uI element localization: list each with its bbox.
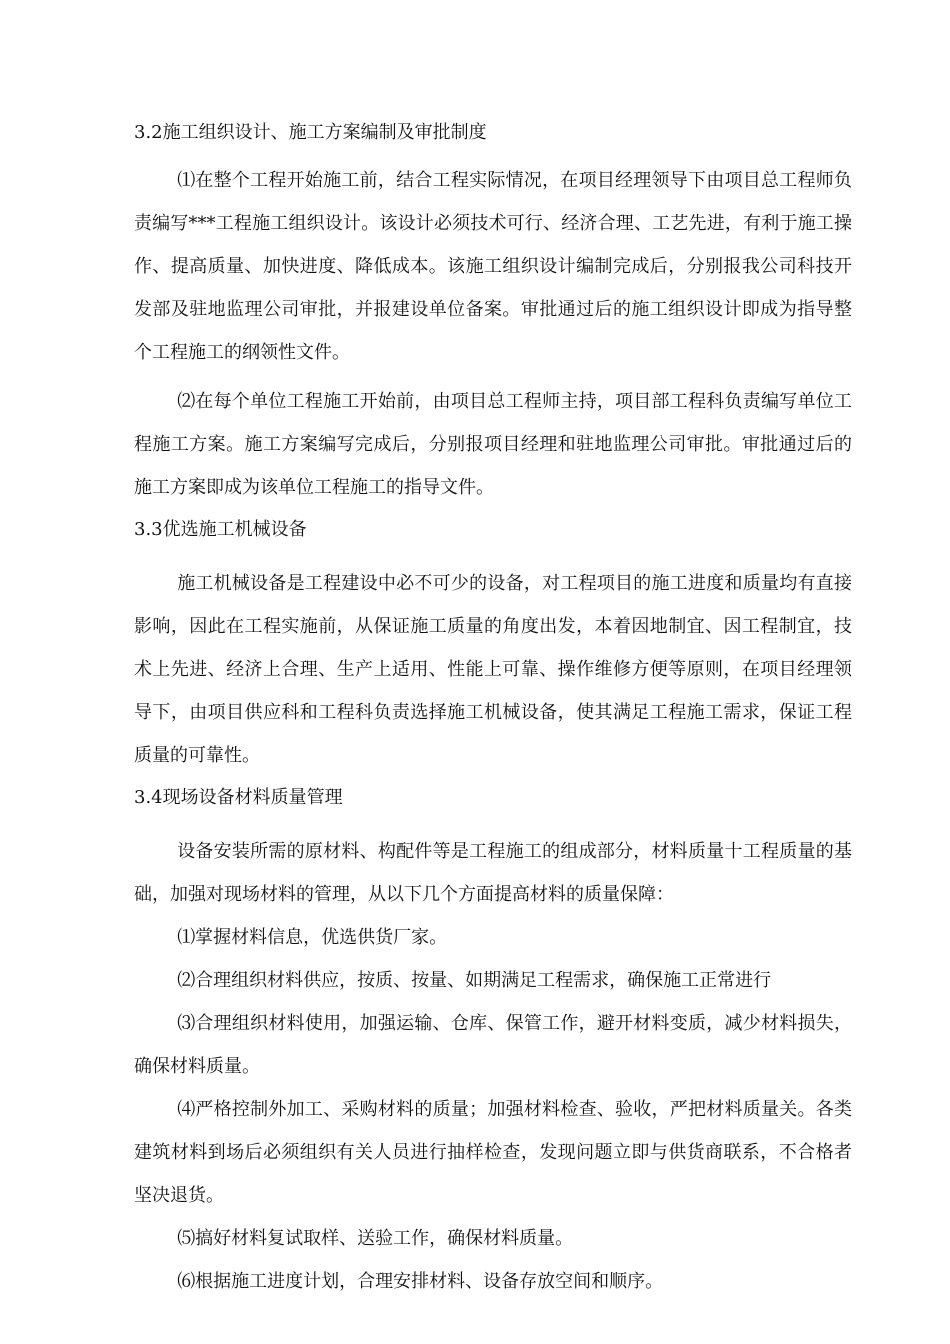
document-body [134, 112, 852, 1303]
paragraph-3-4-item-2: ⑵合理组织材料供应，按质、按量、如期满足工程需求，确保施工正常进行 [177, 970, 772, 991]
paragraph-3-2-2: ⑵在每个单位工程施工开始前，由项目总工程师主持，项目部工程科负责编写单位工程施工方案。施工方案编写完成后，分别报项目经理和驻地监理公司审批。审批通过后的施工方案即成为该单位工程施工的指导文件。 [134, 391, 852, 498]
section-heading-3-3: 3.3优选施工机械设备 [134, 519, 307, 540]
section-heading-3-4: 3.4现场设备材料质量管理 [134, 787, 343, 808]
paragraph-3-4-item-5: ⑸搞好材料复试取样、送验工作，确保材料质量。 [177, 1228, 574, 1249]
paragraph-3-4-item-1: ⑴掌握材料信息，优选供货厂家。 [177, 927, 448, 948]
paragraph-3-4-item-4: ⑷严格控制外加工、采购材料的质量；加强材料检查、验收，严把材料质量关。各类建筑材料到场后必须组织有关人员进行抽样检查，发现问题立即与供货商联系，不合格者坚决退货。 [134, 1099, 852, 1206]
paragraph-3-2-1: ⑴在整个工程开始施工前，结合工程实际情况，在项目经理领导下由项目总工程师负责编写***工程施工组织设计。该设计必须技术可行、经济合理、工艺先进，有利于施工操作、提高质量、加快进度、降低成本。该施工组织设计编制完成后，分别报我公司科技开发部及驻地监理公司审批，并报建设单位备案。审批通过后的施工组织设计即成为指导整个工程施工的纲领性文件。 [134, 170, 852, 363]
paragraph-3-3-1: 施工机械设备是工程建设中必不可少的设备，对工程项目的施工进度和质量均有直接影响，因此在工程实施前，从保证施工质量的角度出发，本着因地制宜、因工程制宜，技术上先进、经济上合理、生产上适用、性能上可靠、操作维修方便等原则，在项目经理领导下，由项目供应科和工程科负责选择施工机械设备，使其满足工程施工需求，保证工程质量的可靠性。 [134, 573, 852, 766]
paragraph-3-4-item-3: ⑶合理组织材料使用，加强运输、仓库、保管工作，避开材料变质，减少材料损失，确保材料质量。 [134, 1013, 852, 1077]
paragraph-3-4-intro: 设备安装所需的原材料、构配件等是工程施工的组成部分，材料质量十工程质量的基础，加强对现场材料的管理，从以下几个方面提高材料的质量保障： [134, 841, 852, 905]
section-heading-3-2: 3.2施工组织设计、施工方案编制及审批制度 [134, 122, 487, 143]
paragraph-3-4-item-6: ⑹根据施工进度计划，合理安排材料、设备存放空间和顺序。 [177, 1271, 664, 1292]
